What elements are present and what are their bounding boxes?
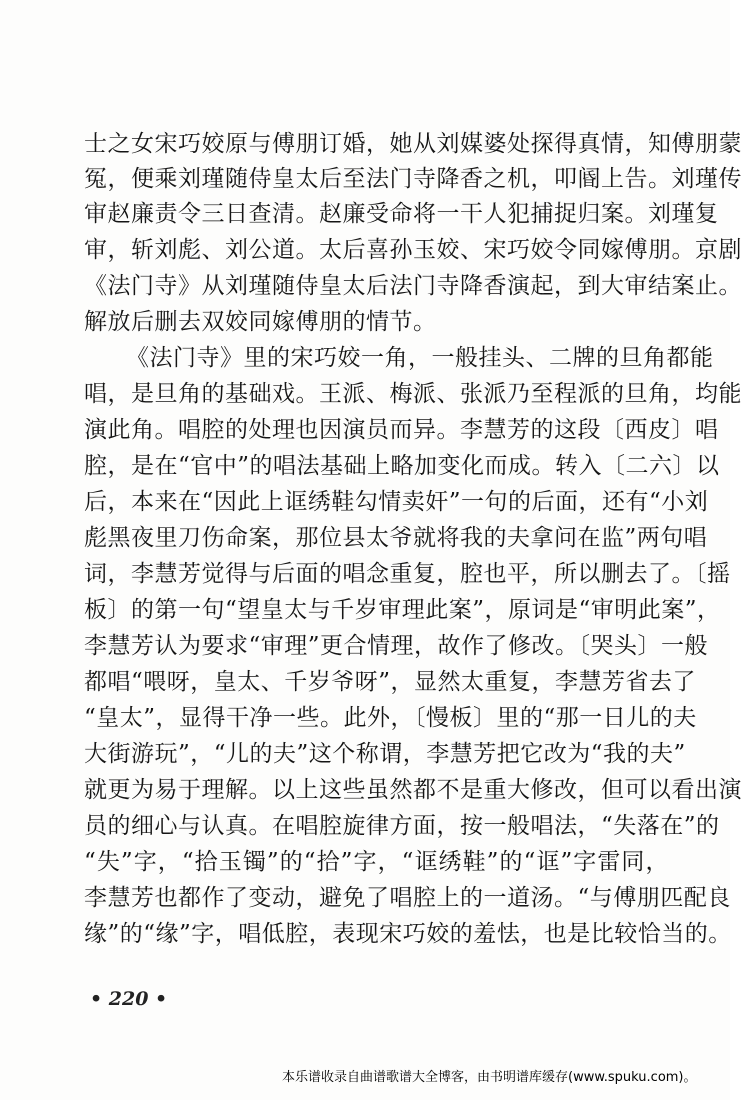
text-line: 缘”的“缘”字，唱低腔，表现宋巧姣的羞怯，也是比较恰当的。 xyxy=(84,921,732,947)
text-line: “皇太”，显得干净一些。此外，〔慢板〕里的“那一日儿的夫 xyxy=(84,705,697,731)
text-line: 审，斩刘彪、刘公道。太后喜孙玉姣、宋巧姣令同嫁傅朋。京剧 xyxy=(84,237,742,263)
page-number: • 220 • xyxy=(90,988,168,1010)
text-line: 板〕的第一句“望皇太与千岁审理此案”，原词是“审明此案”， xyxy=(84,597,721,623)
text-line: 《法门寺》从刘瑾随侍皇太后法门寺降香演起，到大审结案止。 xyxy=(84,273,742,299)
text-line: 后，本来在“因此上诓绣鞋勾情卖奸”一句的后面，还有“小刘 xyxy=(84,489,709,515)
text-line: 《法门寺》里的宋巧姣一角，一般挂头、二牌的旦角都能 xyxy=(126,345,714,371)
text-line: 李慧芳认为要求“审理”更合情理，故作了修改。〔哭头〕一般 xyxy=(84,633,709,659)
source-footer-note: 本乐谱收录自曲谱歌谱大全博客，由书明谱库缓存(www.spuku.com)。 xyxy=(282,1070,697,1085)
text-line: 腔，是在“官中”的唱法基础上略加变化而成。转入〔二六〕以 xyxy=(84,453,720,479)
text-line: 演此角。唱腔的处理也因演员而异。李慧芳的这段〔西皮〕唱 xyxy=(84,417,719,443)
text-line: 员的细心与认真。在唱腔旋律方面，按一般唱法，“失落在”的 xyxy=(84,813,720,839)
text-line: 彪黑夜里刀伤命案，那位县太爷就将我的夫拿问在监”两句唱 xyxy=(84,525,708,551)
text-line: 李慧芳也都作了变动，避免了唱腔上的一道汤。“与傅朋匹配良 xyxy=(84,885,731,911)
text-line: 士之女宋巧姣原与傅朋订婚，她从刘媒婆处探得真情，知傅朋蒙 xyxy=(84,131,742,157)
text-line: 唱，是旦角的基础戏。王派、梅派、张派乃至程派的旦角，均能 xyxy=(84,381,742,407)
text-line: 解放后删去双姣同嫁傅朋的情节。 xyxy=(84,309,437,335)
text-line: 都唱“喂呀，皇太、千岁爷呀”，显然太重复，李慧芳省去了 xyxy=(84,669,697,695)
text-line: 就更为易于理解。以上这些虽然都不是重大修改，但可以看出演 xyxy=(84,777,742,803)
text-line: 冤，便乘刘瑾随侍皇太后至法门寺降香之机，叩阍上告。刘瑾传 xyxy=(84,166,742,192)
text-line: 审赵廉责令三日查清。赵廉受命将一干人犯捕捉归案。刘瑾复 xyxy=(84,201,719,227)
text-line: 词，李慧芳觉得与后面的唱念重复，腔也平，所以删去了。〔摇 xyxy=(84,561,731,587)
text-line: “失”字，“拾玉镯”的“拾”字，“诓绣鞋”的“诓”字雷同， xyxy=(84,849,669,875)
text-line: 大街游玩”，“儿的夫”这个称谓，李慧芳把它改为“我的夫” xyxy=(84,741,686,767)
